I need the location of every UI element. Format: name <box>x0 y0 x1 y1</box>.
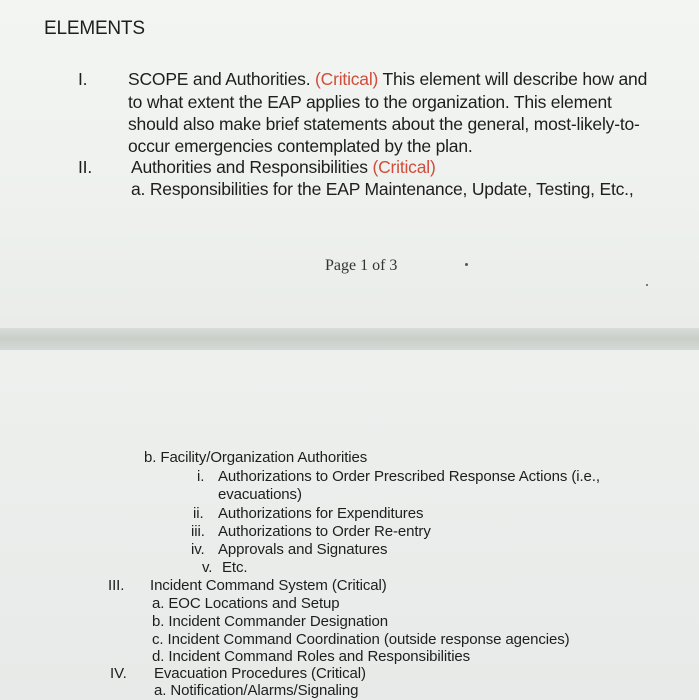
roman-item-continued: evacuations) <box>218 486 302 503</box>
roman-item: Etc. <box>222 559 248 576</box>
item-two-sub-b: b. Facility/Organization Authorities <box>144 449 368 466</box>
item-three-numeral: III. <box>108 577 125 594</box>
speck-mark <box>646 284 648 286</box>
item-two-title <box>131 157 436 178</box>
roman-item: Authorizations to Order Re-entry <box>218 523 431 540</box>
page-one <box>0 0 699 332</box>
item-one-line-3: should also make brief statements about the general, most-likely-to- <box>128 114 640 134</box>
item-two-lead: Authorities and Responsibilities <box>131 157 373 177</box>
item-four-sub-a: a. Notification/Alarms/Signaling <box>154 682 359 699</box>
item-three-title: Incident Command System (Critical) <box>150 577 387 594</box>
item-one-line-1-rest: This element will describe how and <box>378 69 648 89</box>
roman-marker: v. <box>202 559 213 576</box>
roman-marker: ii. <box>193 505 204 522</box>
page-number-footer: Page 1 of 3 <box>325 257 398 274</box>
critical-tag: (Critical) <box>372 157 436 177</box>
item-one-line-4: occur emergencies contemplated by the plan. <box>128 136 473 156</box>
item-one-numeral: I. <box>78 69 88 89</box>
roman-item: Authorizations for Expenditures <box>218 505 424 522</box>
item-one-line-2: to what extent the EAP applies to the organization. This element <box>128 92 612 112</box>
item-two-numeral: II. <box>78 157 92 177</box>
speck-mark <box>465 263 468 266</box>
item-three-sub: a. EOC Locations and Setup <box>152 595 340 612</box>
item-three-sub: c. Incident Command Coordination (outside response agencies) <box>152 631 570 648</box>
critical-tag: (Critical) <box>315 69 379 89</box>
item-three-sub: d. Incident Command Roles and Responsibilities <box>152 648 471 665</box>
page-divider <box>0 328 699 350</box>
item-four-numeral: IV. <box>110 665 127 682</box>
item-three-sub: b. Incident Commander Designation <box>152 613 388 630</box>
page-two <box>0 350 699 700</box>
item-two-sub-a: a. Responsibilities for the EAP Maintenance, Update, Testing, Etc., <box>131 179 634 199</box>
item-one-lead: SCOPE and Authorities. <box>128 69 316 89</box>
item-four-title: Evacuation Procedures (Critical) <box>154 665 366 682</box>
roman-marker: i. <box>197 468 205 485</box>
roman-marker: iv. <box>191 541 205 558</box>
roman-item: Authorizations to Order Prescribed Response Actions (i.e., <box>218 468 600 485</box>
elements-heading: ELEMENTS <box>44 18 145 39</box>
roman-marker: iii. <box>191 523 205 540</box>
item-one-line-1 <box>128 69 647 90</box>
roman-item: Approvals and Signatures <box>218 541 388 558</box>
